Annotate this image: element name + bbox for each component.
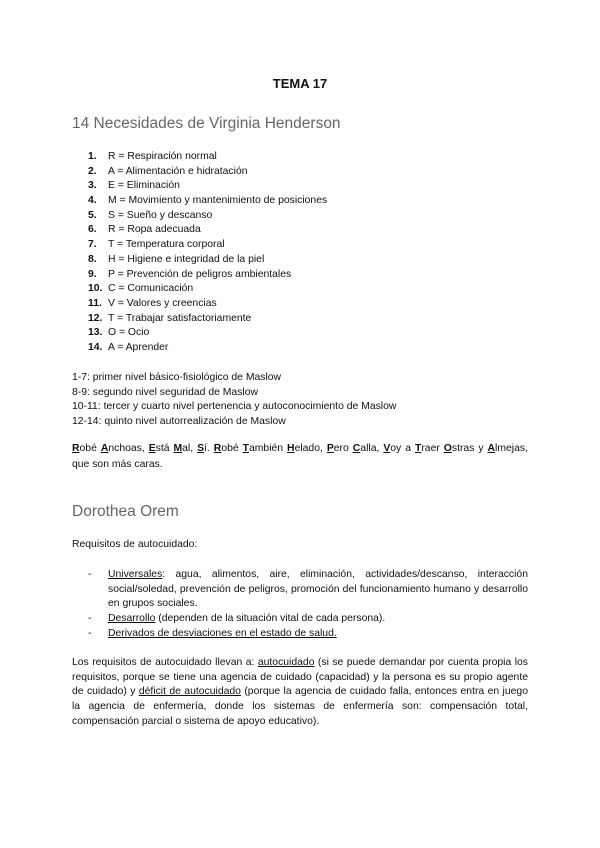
bullet-term: Derivados de desviaciones en el estado de salud. bbox=[108, 627, 337, 639]
mnemonic-sentence bbox=[72, 441, 528, 473]
bullet-dash: - bbox=[88, 627, 92, 639]
list-item bbox=[88, 297, 327, 312]
list-item bbox=[88, 312, 327, 327]
bullet-term: Desarrollo bbox=[108, 613, 156, 625]
henderson-needs-list bbox=[88, 150, 327, 356]
bullet-dash: - bbox=[88, 569, 92, 580]
item-text: O = Ocio bbox=[108, 327, 150, 339]
mnemonic-initial: S bbox=[197, 443, 205, 454]
requisitos-label: Requisitos de autocuidado: bbox=[72, 539, 198, 550]
paragraph-text: (si se puede demandar por cuenta propia los requisitos, porque se tiene una agencia de cuidado (capacidad) y la persona es su propio agente de cuidado) y bbox=[72, 657, 528, 698]
mnemonic-initial: T bbox=[414, 443, 422, 454]
list-item bbox=[88, 341, 327, 356]
item-number: 8. bbox=[88, 253, 97, 265]
item-text: T = Temperatura corporal bbox=[108, 239, 225, 251]
mnemonic-initial: A bbox=[487, 443, 496, 454]
bullet-text: (dependen de la situación vital de cada persona). bbox=[155, 613, 386, 625]
mnemonic-initial: R bbox=[72, 443, 80, 454]
paragraph-term: autocuidado bbox=[257, 657, 315, 668]
list-item bbox=[88, 194, 327, 209]
mnemonic-word: elado, bbox=[294, 443, 323, 454]
item-number: 13. bbox=[88, 327, 103, 339]
orem-heading: Dorothea Orem bbox=[72, 503, 179, 520]
list-item bbox=[88, 165, 327, 180]
mnemonic-initial: O bbox=[443, 443, 452, 454]
mnemonic-word: al, bbox=[182, 443, 194, 454]
item-number: 9. bbox=[88, 268, 97, 280]
list-item bbox=[88, 568, 528, 612]
mnemonic-word: ero bbox=[333, 443, 349, 454]
item-number: 4. bbox=[88, 195, 97, 207]
list-item bbox=[88, 209, 327, 224]
paragraph-text: (porque la agencia de cuidado falla, entonces entra en juego la agencia de enfermería, donde los sistemas de enfermería son: compensación total, compensación parcial o sistema de apoyo educativo). bbox=[72, 686, 528, 727]
list-item bbox=[88, 253, 327, 268]
mnemonic-initial: R bbox=[213, 443, 222, 454]
page-title: TEMA 17 bbox=[272, 76, 328, 91]
item-text: T = Trabajar satisfactoriamente bbox=[108, 312, 252, 324]
item-text: C = Comunicación bbox=[108, 283, 194, 295]
range-line: 10-11: tercer y cuarto nivel pertenencia y autoconocimiento de Maslow bbox=[72, 401, 397, 413]
range-line: 8-9: segundo nivel seguridad de Maslow bbox=[72, 386, 258, 398]
item-number: 1. bbox=[88, 151, 97, 162]
list-item bbox=[88, 627, 528, 642]
mnemonic-initial: M bbox=[173, 443, 183, 454]
mnemonic-initial: A bbox=[100, 443, 109, 454]
mnemonic-initial: C bbox=[352, 443, 361, 454]
list-item bbox=[88, 612, 528, 627]
mnemonic-word: ambién bbox=[248, 443, 284, 454]
bullet-term: Universales bbox=[108, 569, 163, 580]
maslow-ranges bbox=[72, 371, 396, 430]
paragraph-text: Los requisitos de autocuidado llevan a: bbox=[72, 657, 258, 668]
list-item bbox=[88, 150, 327, 165]
range-line: 12-14: quinto nivel autorrealización de Maslow bbox=[72, 416, 286, 428]
range-line: 1-7: primer nivel básico-fisiológico de Maslow bbox=[72, 372, 282, 383]
mnemonic-initial: H bbox=[287, 443, 295, 454]
mnemonic-initial: E bbox=[148, 443, 156, 454]
mnemonic-word: stá bbox=[155, 443, 170, 454]
mnemonic-word: alla, bbox=[360, 443, 380, 454]
list-item bbox=[88, 223, 327, 238]
list-item bbox=[88, 282, 327, 297]
item-text: M = Movimiento y mantenimiento de posiciones bbox=[108, 195, 328, 207]
mnemonic-word: obé bbox=[221, 443, 239, 454]
mnemonic-word: obé bbox=[79, 443, 97, 454]
mnemonic-word: oy a bbox=[390, 443, 411, 454]
item-text: S = Sueño y descanso bbox=[108, 209, 213, 221]
mnemonic-initial: P bbox=[326, 443, 334, 454]
item-number: 11. bbox=[88, 297, 102, 309]
mnemonic-word: í. bbox=[204, 443, 210, 454]
requisitos-list bbox=[88, 568, 528, 642]
paragraph-term: déficit de autocuidado bbox=[138, 686, 241, 698]
item-number: 6. bbox=[88, 224, 97, 236]
mnemonic-word: lmejas, que son más caras. bbox=[72, 443, 528, 470]
item-number: 3. bbox=[88, 180, 97, 192]
autocuidado-paragraph bbox=[72, 656, 528, 730]
item-number: 10. bbox=[88, 283, 103, 295]
item-number: 7. bbox=[88, 239, 97, 251]
item-number: 12. bbox=[88, 312, 103, 324]
item-text: A = Aprender bbox=[108, 341, 169, 353]
bullet-text: : agua, alimentos, aire, eliminación, actividades/descanso, interacción social/soledad, prevención de peligros, promoción del funcionamiento humano y desarrollo en grupos sociales. bbox=[108, 569, 528, 610]
mnemonic-initial: V bbox=[383, 443, 391, 454]
item-text: R = Ropa adecuada bbox=[108, 224, 201, 236]
henderson-heading: 14 Necesidades de Virginia Henderson bbox=[72, 115, 341, 132]
item-text: E = Eliminación bbox=[108, 180, 180, 192]
list-item bbox=[88, 179, 327, 194]
bullet-dash: - bbox=[88, 613, 92, 625]
list-item bbox=[88, 268, 327, 283]
list-item bbox=[88, 238, 327, 253]
list-item bbox=[88, 326, 327, 341]
item-number: 2. bbox=[88, 165, 97, 177]
item-text: H = Higiene e integridad de la piel bbox=[108, 253, 265, 265]
item-text: V = Valores y creencias bbox=[108, 297, 217, 309]
mnemonic-initial: T bbox=[242, 443, 249, 454]
item-text: P = Prevención de peligros ambientales bbox=[108, 268, 292, 280]
item-text: R = Respiración normal bbox=[108, 151, 217, 162]
item-number: 14. bbox=[88, 341, 103, 353]
mnemonic-word: raer bbox=[421, 443, 440, 454]
mnemonic-word: nchoas, bbox=[108, 443, 145, 454]
mnemonic-word: stras y bbox=[451, 443, 484, 454]
item-text: A = Alimentación e hidratación bbox=[108, 165, 248, 177]
item-number: 5. bbox=[88, 209, 97, 221]
